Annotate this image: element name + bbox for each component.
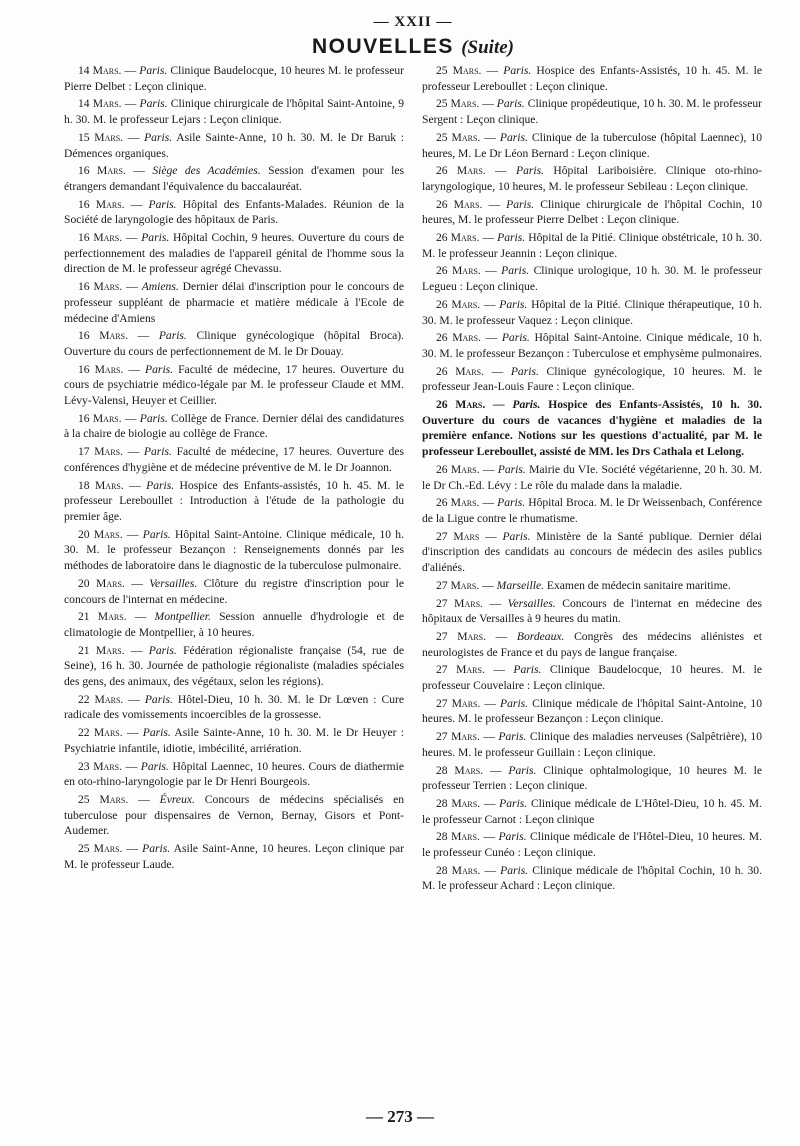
entry-date: 28 Mars. xyxy=(436,863,481,877)
entry-place: Paris. xyxy=(512,398,541,412)
news-entry: 26 Mars. — Paris. Hôpital de la Pitié. Clinique obstétricale, 10 h. 30. M. le professeur Jeannin : Leçon clinique. xyxy=(422,231,763,260)
entry-text: Clinique de la tuberculose (hôpital Laennec), 10 heures, M. Le Dr Léon Bernard : Leçon clinique. xyxy=(422,130,762,160)
news-entry: 14 Mars. — Paris. Clinique chirurgicale de l'hôpital Saint-Antoine, 9 h. 30. M. le professeur Lejars : Leçon clinique. xyxy=(64,97,405,127)
entry-place: Paris. xyxy=(145,362,174,376)
entry-text: Concours de l'internat en médecine des hôpitaux de Versailles à 9 heures du matin. xyxy=(422,596,762,626)
entry-text: Mairie du VIe. Société végétarienne, 20 h. 30. M. le Dr Ch.-Ed. Lévy : Le rôle du malade dans la maladie. xyxy=(422,462,763,492)
news-entry: 26 Mars. — Paris. Hôpital Saint-Antoine. Cinique médicale, 10 h. 30. M. le professeur Bezançon : Tuberculose et emphysème pulmonaires. xyxy=(422,331,763,360)
entry-place: Versailles. xyxy=(149,576,198,590)
entry-text: Examen de médecin sanitaire maritime. xyxy=(546,578,731,592)
news-entry: 28 Mars. — Paris. Clinique médicale de l'Hôtel-Dieu, 10 heures. M. le professeur Cunéo : Leçon clinique. xyxy=(422,830,762,860)
entry-place: Paris. xyxy=(142,527,171,541)
entry-date: 27 Mars xyxy=(436,529,480,543)
news-entry: 16 Mars. — Siège des Académies. Session d'examen pour les étrangers demandant l'équivalence du baccalauréat. xyxy=(64,164,404,193)
entry-place: Paris. xyxy=(502,529,531,543)
entry-text: Asile Saint-Anne, 10 heures. Leçon clinique par M. le professeur Laude. xyxy=(64,842,405,871)
news-entry: 14 Mars. — Paris. Clinique Baudelocque, 10 heures M. le professeur Pierre Delbet : Leçon clinique. xyxy=(64,64,404,93)
entry-date: 21 Mars. xyxy=(78,643,125,657)
entry-date: 28 Mars. xyxy=(436,796,481,810)
entry-place: Paris. xyxy=(148,197,177,211)
news-entry: 20 Mars. — Versailles. Clôture du registre d'inscription pour le concours de l'internat en médecine. xyxy=(64,576,405,606)
entry-text: Hôpital Laennec, 10 heures. Cours de diathermie en oto-rhino-laryngologie par le Dr Henri Bourgeois. xyxy=(64,759,404,789)
news-entry: 22 Mars. — Paris. Asile Sainte-Anne, 10 h. 30. M. le Dr Heuyer : Psychiatrie infantile, idiotie, imbécilité, arriération. xyxy=(64,726,404,755)
entry-place: Paris. xyxy=(508,763,537,777)
entry-text: Hôpital de la Pitié. Clinique obstétricale, 10 h. 30. M. le professeur Jeannin : Leçon clinique. xyxy=(422,231,763,260)
entry-text: Hôpital Lariboisière. Clinique oto-rhino-laryngologique, 10 heures, M. le professeur Sebileau : Leçon clinique. xyxy=(422,164,762,193)
entry-text: Clinique ophtalmologique, 10 heures M. le professeur Terrien : Leçon clinique. xyxy=(422,763,762,793)
news-entry: 27 Mars. — Paris. Clinique médicale de l'hôpital Saint-Antoine, 10 heures. M. le professeur Bezançon : Leçon clinique. xyxy=(422,696,762,726)
news-entry: 17 Mars. — Paris. Faculté de médecine, 17 heures. Ouverture des conférences d'hygiène et de médecine préventive de M. le Dr Joannon. xyxy=(64,445,404,474)
entry-place: Paris. xyxy=(501,331,530,345)
entry-place: Paris. xyxy=(139,411,168,425)
left-column xyxy=(64,63,404,896)
entry-date: 25 Mars. xyxy=(436,64,482,77)
entry-date: 25 Mars. xyxy=(436,97,480,111)
news-entry: 16 Mars. — Paris. Hôpital Cochin, 9 heures. Ouverture du cours de perfectionnement des maladies de l'appareil génital de l'homme sous la direction de M. le professeur agrégé Chevassu. xyxy=(64,231,404,276)
entry-text: Hospice des Enfants-Assistés, 10 h. 45. M. le professeur Lereboullet : Leçon clinique. xyxy=(422,64,762,93)
news-entry: 28 Mars. — Paris. Clinique médicale de L'Hôtel-Dieu, 10 h. 45. M. le professeur Carnot : Leçon clinique xyxy=(422,796,763,826)
entry-place: Paris. xyxy=(499,297,528,311)
entry-place: Paris. xyxy=(139,64,168,77)
entry-date: 16 Mars. xyxy=(78,280,123,294)
entry-text: Hospice des Enfants-Assistés, 10 h. 30. Ouverture du cours de vacances d'hygiène et maladies de la première enfance. Notions sur les questions d'actualité, par M. le professeur Lereboullet, assisté de MM. les Drs Cathala et Lelong. xyxy=(422,398,762,459)
entry-text: Session annuelle d'hydrologie et de climatologie de Montpellier, à 10 heures. xyxy=(64,610,405,639)
news-entry: 28 Mars. — Paris. Clinique médicale de l'hôpital Cochin, 10 h. 30. M. le professeur Achard : Leçon clinique. xyxy=(422,863,762,893)
entry-text: Clinique médicale de l'hôpital Cochin, 10 h. 30. M. le professeur Achard : Leçon clinique. xyxy=(422,863,762,893)
entry-text: Clinique médicale de l'hôpital Saint-Antoine, 10 heures. M. le professeur Bezançon : Leçon clinique. xyxy=(422,696,762,726)
entry-text: Clinique Baudelocque, 10 heures M. le professeur Pierre Delbet : Leçon clinique. xyxy=(64,64,404,93)
entry-place: Paris. xyxy=(499,796,528,810)
page-title xyxy=(64,35,762,59)
entry-place: Paris. xyxy=(501,264,530,278)
entry-text: Hôpital Saint-Antoine. Clinique médicale, 10 h. 30. M. le professeur Bezançon : Renseignements donnés par les méthodes de laboratoire dans le diagnostic de la tuberculose pulmonaire. xyxy=(64,527,404,573)
entry-date: 16 Mars. xyxy=(78,362,124,376)
entry-date: 26 Mars. xyxy=(436,462,480,476)
entry-date: 16 Mars. xyxy=(78,411,122,425)
entry-text: Clinique gynécologique, 10 heures. M. le professeur Jean-Louis Faure : Leçon clinique. xyxy=(422,364,762,394)
entry-place: Paris. xyxy=(506,197,535,211)
entry-place: Paris. xyxy=(144,130,173,144)
entry-place: Paris. xyxy=(144,692,173,706)
news-entry: 16 Mars. — Paris. Clinique gynécologique (hôpital Broca). Ouverture du cours de perfectionnement de M. le Dr Douay. xyxy=(64,329,405,358)
right-column xyxy=(422,63,762,896)
news-entry: 26 Mars. — Paris. Hôpital de la Pitié. Clinique thérapeutique, 10 h. 30. M. le professeur Vaquez : Leçon clinique. xyxy=(422,297,762,327)
entry-text: Clinique chirurgicale de l'hôpital Saint-Antoine, 9 h. 30. M. le professeur Lejars : Leçon clinique. xyxy=(64,97,405,127)
entry-text: Clinique propédeutique, 10 h. 30. M. le professeur Sergent : Leçon clinique. xyxy=(422,97,763,127)
entry-date: 16 Mars. xyxy=(78,329,128,343)
entry-date: 22 Mars. xyxy=(78,726,123,740)
entry-date: 26 Mars. xyxy=(436,297,481,311)
news-entry: 16 Mars. — Paris. Faculté de médecine, 17 heures. Ouverture du cours de psychiatrie médico-légale par M. le professeur Claude et MM. Lévy-Valensi, Heuyer et Ceillier. xyxy=(64,362,404,408)
news-entry: 25 Mars. — Paris. Clinique de la tuberculose (hôpital Laennec), 10 heures, M. Le Dr Léon Bernard : Leçon clinique. xyxy=(422,130,762,160)
entry-text: Clinique gynécologique (hôpital Broca). Ouverture du cours de perfectionnement de M. le Dr Douay. xyxy=(64,329,405,358)
entry-date: 20 Mars. xyxy=(78,527,123,541)
entry-place: Paris. xyxy=(158,329,187,343)
entry-date: 27 Mars. xyxy=(436,696,481,710)
entry-date: 26 Mars. xyxy=(436,264,481,278)
entry-place: Marseille. xyxy=(496,578,544,592)
entry-date: 17 Mars. xyxy=(78,445,124,459)
entry-date: 26 Mars. xyxy=(436,197,483,211)
entry-place: Paris. xyxy=(142,726,171,740)
entry-text: Hôpital Saint-Antoine. Cinique médicale, 10 h. 30. M. le professeur Bezançon : Tuberculose et emphysème pulmonaires. xyxy=(422,331,763,360)
news-entry: 23 Mars. — Paris. Hôpital Laennec, 10 heures. Cours de diathermie en oto-rhino-laryngologie par le Dr Henri Bourgeois. xyxy=(64,759,404,789)
entry-text: Faculté de médecine, 17 heures. Ouverture du cours de psychiatrie médico-légale par M. le professeur Claude et MM. Lévy-Valensi, Heuyer et Ceillier. xyxy=(64,362,404,408)
entry-date: 26 Mars. xyxy=(436,364,484,378)
news-entry: 22 Mars. — Paris. Hôtel-Dieu, 10 h. 30. M. le Dr Lœven : Cure radicale des vomissements incoercibles de la grossesse. xyxy=(64,692,405,722)
entry-date: 16 Mars. xyxy=(78,231,123,245)
entry-text: Clinique des maladies nerveuses (Salpêtrière), 10 heures. M. le professeur Guillain : Leçon clinique. xyxy=(422,730,763,759)
news-entry: 26 Mars. — Paris. Clinique gynécologique, 10 heures. M. le professeur Jean-Louis Faure : Leçon clinique. xyxy=(422,364,762,394)
entry-place: Montpellier. xyxy=(154,610,211,624)
entry-text: Hôtel-Dieu, 10 h. 30. M. le Dr Lœven : Cure radicale des vomissements incoercibles de la grossesse. xyxy=(64,692,405,722)
entry-place: Évreux. xyxy=(159,792,195,806)
entry-date: 28 Mars. xyxy=(436,830,480,844)
news-entry: 16 Mars. — Paris. Hôpital des Enfants-Malades. Réunion de la Société de laryngologie des hôpitaux de Paris. xyxy=(64,197,405,227)
entry-place: Paris. xyxy=(496,97,525,111)
news-entry: 26 Mars. — Paris. Clinique urologique, 10 h. 30. M. le professeur Legueu : Leçon clinique. xyxy=(422,264,762,294)
entry-place: Paris. xyxy=(146,478,175,492)
entry-text: Clôture du registre d'inscription pour le concours de l'internat en médecine. xyxy=(64,576,405,606)
entry-date: 25 Mars. xyxy=(78,842,123,856)
news-entry: 18 Mars. — Paris. Hospice des Enfants-assistés, 10 h. 45. M. le professeur Lereboullet : Introduction à l'étude de la pathologie du premier âge. xyxy=(64,478,405,523)
news-entry: 27 Mars. — Bordeaux. Congrès des médecins aliénistes et neurologistes de France et du pays de langue française. xyxy=(422,629,763,659)
entry-place: Paris. xyxy=(499,130,528,144)
entry-text: Ministère de la Santé publique. Dernier délai d'inscription des candidats au concours de médecin des asiles publics d'aliénés. xyxy=(422,529,762,575)
news-entry: 16 Mars. — Paris. Collège de France. Dernier délai des candidatures à la chaire de biologie au collège de France. xyxy=(64,411,404,441)
entry-date: 22 Mars. xyxy=(78,692,124,706)
entry-text: Clinique médicale de l'Hôtel-Dieu, 10 heures. M. le professeur Cunéo : Leçon clinique. xyxy=(422,830,762,860)
entry-text: Clinique chirurgicale de l'hôpital Cochin, 10 heures, M. le professeur Pierre Delbet : Leçon clinique. xyxy=(422,197,763,227)
entry-place: Paris. xyxy=(500,863,529,877)
entry-text: Clinique médicale de L'Hôtel-Dieu, 10 h. 45. M. le professeur Carnot : Leçon clinique xyxy=(422,796,763,826)
entry-date: 26 Mars. xyxy=(436,231,480,245)
news-entry: 16 Mars. — Amiens. Dernier délai d'inscription pour le concours de professeur suppléant de pharmacie et matière médicale à l'Ecole de médecine d'Amiens xyxy=(64,280,404,325)
title-text: NOUVELLES xyxy=(312,35,454,58)
news-entry: 28 Mars. — Paris. Clinique ophtalmologique, 10 heures M. le professeur Terrien : Leçon clinique. xyxy=(422,763,762,793)
entry-date: 15 Mars. xyxy=(78,130,124,144)
entry-text: Clinique urologique, 10 h. 30. M. le professeur Legueu : Leçon clinique. xyxy=(422,264,762,294)
news-entry: 20 Mars. — Paris. Hôpital Saint-Antoine. Clinique médicale, 10 h. 30. M. le professeur Bezançon : Renseignements donnés par les méthodes de laboratoire dans le diagnostic de la tuberculose pulmonaire. xyxy=(64,527,404,573)
entry-text: Congrès des médecins aliénistes et neurologistes de France et du pays de langue française. xyxy=(422,629,763,659)
entry-date: 14 Mars. xyxy=(78,64,122,77)
entry-place: Paris. xyxy=(497,462,526,476)
entry-date: 28 Mars. xyxy=(436,763,484,777)
entry-place: Paris. xyxy=(497,231,526,245)
entry-date: 27 Mars. xyxy=(436,629,487,643)
entry-place: Paris. xyxy=(141,231,170,245)
news-entry: 21 Mars. — Montpellier. Session annuelle d'hydrologie et de climatologie de Montpellier, à 10 heures. xyxy=(64,610,405,639)
entry-text: Session d'examen pour les étrangers demandant l'équivalence du baccalauréat. xyxy=(64,164,404,193)
entry-date: 27 Mars. xyxy=(436,596,483,610)
entry-date: 16 Mars. xyxy=(78,164,126,178)
entry-text: Hôpital des Enfants-Malades. Réunion de la Société de laryngologie des hôpitaux de Paris. xyxy=(64,197,405,227)
entry-text: Collège de France. Dernier délai des candidatures à la chaire de biologie au collège de France. xyxy=(64,411,404,441)
news-entry: 26 Mars. — Paris. Hospice des Enfants-Assistés, 10 h. 30. Ouverture du cours de vacances d'hygiène et maladies de la première enfance. Notions sur les questions d'actualité, par M. le professeur Lereboullet, assisté de MM. les Drs Cathala et Lelong. xyxy=(422,398,762,459)
entry-place: Paris. xyxy=(143,445,172,459)
news-entry: 26 Mars. — Paris. Mairie du VIe. Société végétarienne, 20 h. 30. M. le Dr Ch.-Ed. Lévy : Le rôle du malade dans la maladie. xyxy=(422,462,763,492)
entry-date: 21 Mars. xyxy=(78,610,127,624)
entry-date: 27 Mars. xyxy=(436,663,485,677)
entry-text: Hospice des Enfants-assistés, 10 h. 45. M. le professeur Lereboullet : Introduction à l'étude de la pathologie du premier âge. xyxy=(64,478,405,523)
entry-date: 27 Mars. xyxy=(436,578,480,592)
entry-place: Paris. xyxy=(515,164,545,178)
entry-date: 14 Mars. xyxy=(78,97,122,111)
news-entry: 25 Mars. — Paris. Hospice des Enfants-Assistés, 10 h. 45. M. le professeur Lereboullet : Leçon clinique. xyxy=(422,64,762,93)
entry-place: Paris. xyxy=(497,496,526,510)
entry-date: 23 Mars. xyxy=(78,759,122,773)
news-entry: 15 Mars. — Paris. Asile Sainte-Anne, 10 h. 30. M. le Dr Baruk : Démences organiques. xyxy=(64,130,405,160)
entry-place: Paris. xyxy=(498,830,527,844)
news-entry: 27 Mars. — Paris. Clinique des maladies nerveuses (Salpêtrière), 10 heures. M. le professeur Guillain : Leçon clinique. xyxy=(422,730,763,759)
entry-place: Paris. xyxy=(142,842,171,856)
entry-place: Paris. xyxy=(140,759,169,773)
entry-text: Fédération régionaliste française (54, rue de Seine), 16 h. 30. Journée de pathologie régionaliste (maladies spéciales des gens, des animaux, des végétaux, selon les régions). xyxy=(64,643,405,689)
news-entry: 27 Mars. — Versailles. Concours de l'internat en médecine des hôpitaux de Versailles à 9 heures du matin. xyxy=(422,596,762,626)
entry-text: Hôpital Cochin, 9 heures. Ouverture du cours de perfectionnement des maladies de l'appareil génital de l'homme sous la direction de M. le professeur agrégé Chevassu. xyxy=(64,231,404,276)
news-entry: 27 Mars. — Paris. Clinique Baudelocque, 10 heures. M. le professeur Couvelaire : Leçon clinique. xyxy=(422,663,762,693)
title-suite: (Suite) xyxy=(461,37,514,58)
page-number: — 273 — xyxy=(366,1107,434,1126)
news-entry: 27 Mars — Paris. Ministère de la Santé publique. Dernier délai d'inscription des candidats au concours de médecin des asiles publics d'aliénés. xyxy=(422,529,762,575)
entry-date: 26 Mars. xyxy=(436,164,486,178)
entry-text: Clinique Baudelocque, 10 heures. M. le professeur Couvelaire : Leçon clinique. xyxy=(422,663,762,693)
entry-date: 20 Mars. xyxy=(78,576,125,590)
entry-text: Dernier délai d'inscription pour le concours de professeur suppléant de pharmacie et matière médicale à l'Ecole de médecine d'Amiens xyxy=(64,280,404,325)
entry-date: 26 Mars. xyxy=(436,496,480,510)
entry-text: Faculté de médecine, 17 heures. Ouverture des conférences d'hygiène et de médecine préventive de M. le Dr Joannon. xyxy=(64,445,404,474)
news-entry: 21 Mars. — Paris. Fédération régionaliste française (54, rue de Seine), 16 h. 30. Journée de pathologie régionaliste (maladies spéciales des gens, des animaux, des végétaux, selon les régions). xyxy=(64,643,405,689)
columns xyxy=(64,63,762,896)
entry-place: Amiens. xyxy=(141,280,179,294)
entry-place: Paris. xyxy=(139,97,168,111)
entry-place: Paris. xyxy=(503,64,532,77)
entry-place: Paris. xyxy=(498,730,527,744)
entry-place: Paris. xyxy=(148,643,177,657)
news-entry: 26 Mars. — Paris. Hôpital Lariboisière. Clinique oto-rhino-laryngologique, 10 heures, M. le professeur Sebileau : Leçon clinique. xyxy=(422,164,762,193)
entry-date: 18 Mars. xyxy=(78,478,124,492)
entry-date: 26 Mars. xyxy=(436,398,486,412)
entry-text: Hôpital Broca. M. le Dr Weissenbach, Conférence de la Ligue contre le rhumatisme. xyxy=(422,496,763,525)
entry-place: Paris. xyxy=(500,696,529,710)
page-roman-numeral: — XXII — xyxy=(373,14,453,30)
entry-text: Hôpital de la Pitié. Clinique thérapeutique, 10 h. 30. M. le professeur Vaquez : Leçon clinique. xyxy=(422,297,762,327)
entry-date: 25 Mars. xyxy=(436,130,481,144)
entry-text: Asile Sainte-Anne, 10 h. 30. M. le Dr Heuyer : Psychiatrie infantile, idiotie, imbécilité, arriération. xyxy=(64,726,404,755)
entry-date: 26 Mars. xyxy=(436,331,481,345)
entry-place: Siège des Académies. xyxy=(152,164,261,178)
entry-place: Bordeaux. xyxy=(516,629,565,643)
entry-text: Concours de médecins spécialisés en tuberculose pour dispensaires de Vernon, Bernay, Gisors et Pont-Audemer. xyxy=(64,792,405,838)
news-entry: 26 Mars. — Paris. Clinique chirurgicale de l'hôpital Cochin, 10 heures, M. le professeur Pierre Delbet : Leçon clinique. xyxy=(422,197,763,227)
news-entry: 25 Mars. — Paris. Asile Saint-Anne, 10 heures. Leçon clinique par M. le professeur Laude. xyxy=(64,842,405,871)
entry-date: 25 Mars. xyxy=(78,792,129,806)
entry-date: 16 Mars. xyxy=(78,197,125,211)
news-entry: 26 Mars. — Paris. Hôpital Broca. M. le Dr Weissenbach, Conférence de la Ligue contre le rhumatisme. xyxy=(422,496,763,525)
entry-place: Paris. xyxy=(510,364,539,378)
news-entry: 27 Mars. — Marseille. Examen de médecin sanitaire maritime. xyxy=(436,578,731,592)
news-entry: 25 Mars. — Paris. Clinique propédeutique, 10 h. 30. M. le professeur Sergent : Leçon clinique. xyxy=(422,97,763,127)
news-entry: 25 Mars. — Évreux. Concours de médecins spécialisés en tuberculose pour dispensaires de Vernon, Bernay, Gisors et Pont-Audemer. xyxy=(64,792,405,838)
entry-date: 27 Mars. xyxy=(436,730,480,744)
entry-place: Versailles. xyxy=(507,596,556,610)
entry-text: Asile Sainte-Anne, 10 h. 30. M. le Dr Baruk : Démences organiques. xyxy=(64,130,405,160)
entry-place: Paris. xyxy=(513,663,542,677)
